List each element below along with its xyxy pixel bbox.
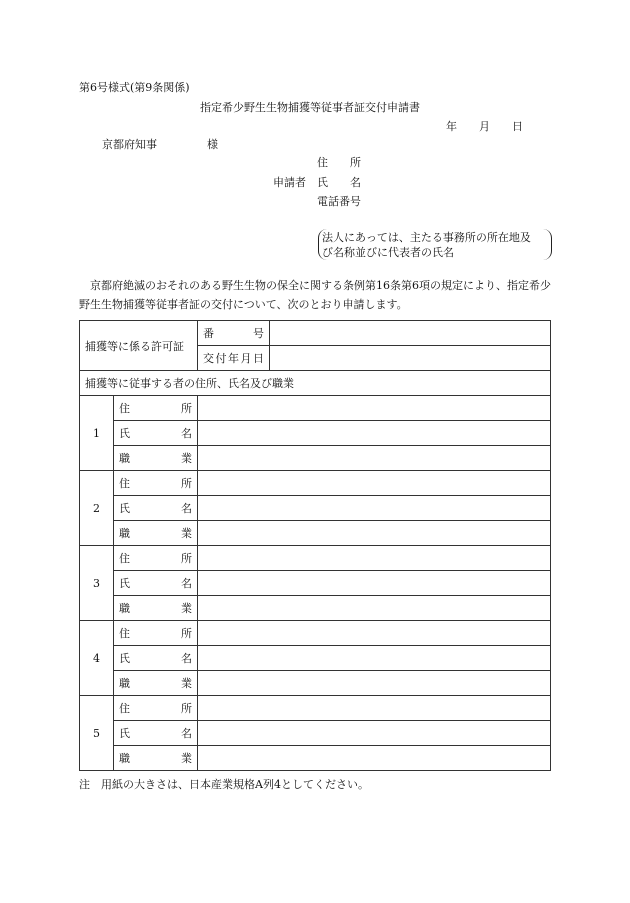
corporate-note-line1: 法人にあっては、主たる事務所の所在地及	[322, 231, 531, 244]
worker-4-occupation-row	[80, 671, 551, 696]
worker-number: 4	[80, 621, 114, 696]
worker-occupation-label: 職業	[114, 446, 198, 471]
workers-header-row	[80, 371, 551, 396]
worker-4-occupation-field[interactable]	[198, 671, 551, 696]
applicant-address-label: 住 所	[317, 156, 361, 169]
permit-number-field[interactable]	[270, 321, 551, 346]
permit-issue-date-field[interactable]	[270, 346, 551, 371]
worker-2-name-row	[80, 496, 551, 521]
worker-occupation-label: 職業	[114, 521, 198, 546]
worker-1-occupation-row	[80, 446, 551, 471]
worker-name-label: 氏名	[114, 496, 198, 521]
addressee: 京都府知事	[102, 138, 157, 151]
worker-4-name-row	[80, 646, 551, 671]
permit-label: 捕獲等に係る許可証	[80, 321, 198, 371]
worker-1-address-row	[80, 396, 551, 421]
workers-header: 捕獲等に従事する者の住所、氏名及び職業	[80, 371, 551, 396]
worker-name-label: 氏名	[114, 721, 198, 746]
worker-1-name-row	[80, 421, 551, 446]
worker-2-address-row	[80, 471, 551, 496]
worker-1-address-field[interactable]	[198, 396, 551, 421]
worker-3-address-field[interactable]	[198, 546, 551, 571]
worker-address-label: 住所	[114, 621, 198, 646]
worker-address-label: 住所	[114, 471, 198, 496]
worker-5-address-row	[80, 696, 551, 721]
applicant-phone-label: 電話番号	[317, 195, 361, 208]
worker-3-occupation-row	[80, 596, 551, 621]
worker-number: 5	[80, 696, 114, 771]
worker-5-name-row	[80, 721, 551, 746]
worker-occupation-label: 職業	[114, 671, 198, 696]
worker-occupation-label: 職業	[114, 746, 198, 771]
form-title: 指定希少野生生物捕獲等従事者証交付申請書	[200, 101, 420, 114]
worker-number: 2	[80, 471, 114, 546]
worker-3-address-row	[80, 546, 551, 571]
worker-5-occupation-row	[80, 746, 551, 771]
worker-3-occupation-field[interactable]	[198, 596, 551, 621]
permit-number-label: 番 号	[198, 321, 270, 346]
worker-address-label: 住所	[114, 396, 198, 421]
application-body-text: 京都府絶滅のおそれのある野生生物の保全に関する条例第16条第6項の規定により、指定希少野生生物捕獲等従事者証の交付について、次のとおり申請します。	[79, 279, 551, 311]
worker-address-label: 住所	[114, 546, 198, 571]
worker-name-label: 氏名	[114, 571, 198, 596]
date-line: 年 月 日	[446, 120, 523, 133]
worker-5-address-field[interactable]	[198, 696, 551, 721]
worker-3-name-row	[80, 571, 551, 596]
worker-2-occupation-row	[80, 521, 551, 546]
corporate-note-line2: び名称並びに代表者の氏名	[322, 246, 454, 259]
form-number: 第6号様式(第9条関係)	[79, 81, 190, 94]
worker-number: 1	[80, 396, 114, 471]
application-table	[79, 320, 551, 771]
worker-1-name-field[interactable]	[198, 421, 551, 446]
worker-1-occupation-field[interactable]	[198, 446, 551, 471]
worker-2-occupation-field[interactable]	[198, 521, 551, 546]
worker-5-occupation-field[interactable]	[198, 746, 551, 771]
permit-issue-date-label: 交付年月日	[198, 346, 270, 371]
worker-2-name-field[interactable]	[198, 496, 551, 521]
permit-number-row	[80, 321, 551, 346]
worker-3-name-field[interactable]	[198, 571, 551, 596]
applicant-role-label: 申請者	[273, 176, 306, 189]
worker-4-address-field[interactable]	[198, 621, 551, 646]
honorific: 様	[207, 138, 218, 151]
worker-address-label: 住所	[114, 696, 198, 721]
worker-name-label: 氏名	[114, 646, 198, 671]
worker-4-address-row	[80, 621, 551, 646]
worker-4-name-field[interactable]	[198, 646, 551, 671]
worker-2-address-field[interactable]	[198, 471, 551, 496]
worker-5-name-field[interactable]	[198, 721, 551, 746]
worker-occupation-label: 職業	[114, 596, 198, 621]
worker-number: 3	[80, 546, 114, 621]
applicant-name-label: 氏 名	[317, 176, 361, 189]
worker-name-label: 氏名	[114, 421, 198, 446]
footer-note: 注 用紙の大きさは、日本産業規格A列4としてください。	[79, 778, 369, 791]
